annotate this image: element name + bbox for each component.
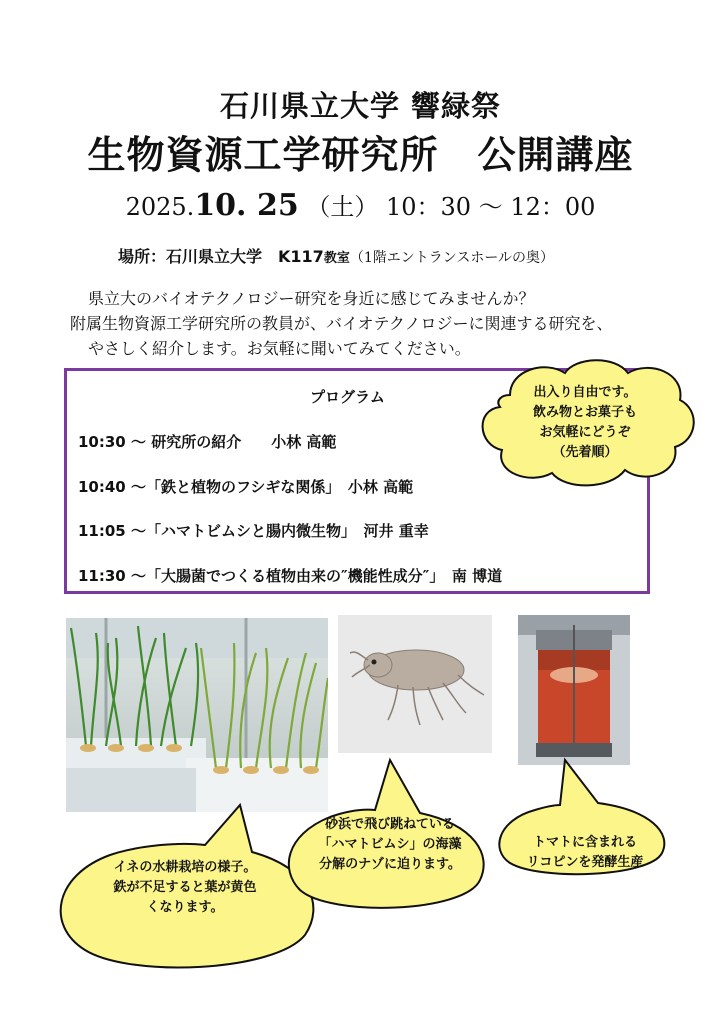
cloud-callout-text bbox=[490, 383, 680, 463]
date-weekday: （土） bbox=[306, 193, 379, 221]
bubble-line: 鉄が不足すると葉が黄色 bbox=[113, 880, 257, 895]
fermenter-photo bbox=[518, 615, 630, 765]
bubble-line: 「ハマトビムシ」の海藻 bbox=[318, 837, 462, 852]
cloud-line: 飲み物とお菓子も bbox=[532, 405, 637, 420]
intro-line-1: 県立大のバイオテクノロジー研究を身近に感じてみませんか？ bbox=[88, 289, 535, 308]
event-subtitle: 石川県立大学 響緑祭 bbox=[219, 89, 502, 123]
venue-line bbox=[118, 244, 554, 267]
bubble-line: くなります。 bbox=[146, 900, 224, 915]
amphipod-photo bbox=[338, 615, 492, 753]
bubble-line: 砂浜で飛び跳ねている bbox=[325, 817, 455, 832]
program-item: 11:30 ～「大腸菌でつくる植物由来の″機能性成分″」 南 博道 bbox=[78, 567, 503, 585]
event-datetime bbox=[0, 187, 721, 223]
venue-label: 場所：石川県立大学 K117 bbox=[118, 247, 324, 266]
program-item: 10:30 ～ 研究所の紹介 小林 高範 bbox=[78, 433, 337, 451]
bubble-line: イネの水耕栽培の様子。 bbox=[113, 860, 257, 875]
venue-note: （1階エントランスホールの奥） bbox=[349, 250, 555, 266]
rice-caption-text bbox=[70, 858, 300, 918]
cloud-line: 出入り自由です。 bbox=[533, 385, 637, 400]
cloud-line: お気軽にどうぞ bbox=[539, 425, 631, 440]
tomato-caption-text bbox=[505, 833, 665, 873]
bubble-line: トマトに含まれる bbox=[532, 835, 637, 850]
program-heading: プログラム bbox=[310, 388, 385, 406]
event-title: 生物資源工学研究所 公開講座 bbox=[87, 133, 634, 177]
event-time: 10：30 ～ 12：00 bbox=[385, 193, 596, 221]
date-month-day: 10. 25 bbox=[194, 188, 299, 223]
program-item: 11:05 ～「ハマトビムシと腸内微生物」 河井 重幸 bbox=[78, 522, 429, 540]
cloud-line: （先着順） bbox=[552, 445, 618, 460]
intro-line-2: 附属生物資源工学研究所の教員が、バイオテクノロジーに関連する研究を、 bbox=[70, 314, 613, 333]
bubble-line: 分解のナゾに迫ります。 bbox=[319, 857, 461, 872]
date-year: 2025. bbox=[125, 193, 195, 221]
venue-room-suffix: 教室 bbox=[323, 251, 350, 266]
program-item: 10:40 ～「鉄と植物のフシギな関係」 小林 高範 bbox=[78, 478, 414, 496]
bubble-line: リコピンを発酵生産 bbox=[526, 855, 644, 870]
amphipod-caption-text bbox=[300, 815, 480, 875]
intro-line-3: やさしく紹介します。お気軽に聞いてみてください。 bbox=[88, 339, 471, 358]
